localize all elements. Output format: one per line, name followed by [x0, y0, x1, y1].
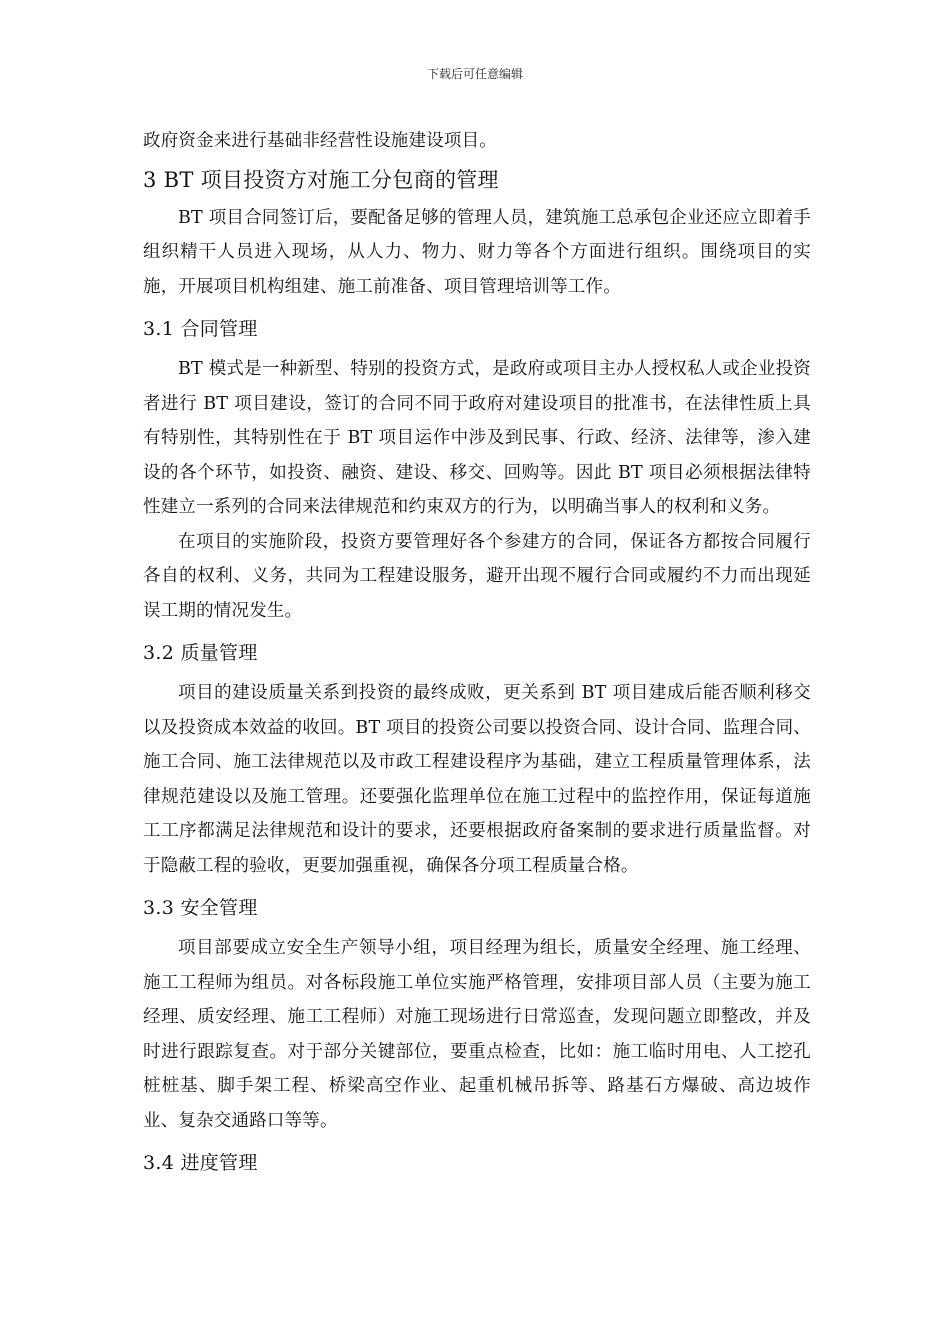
page-header-note: 下载后可任意编辑 [426, 67, 523, 81]
document-body [143, 124, 811, 1186]
section-3-3-paragraph: 项目部要成立安全生产领导小组，项目经理为组长，质量安全经理、施工经理、施工工程师为组员。对各标段施工单位实施严格管理，安排项目部人员（主要为施工经理、质安经理、施工工程师）对施工现场进行日常巡查，发现问题立即整改，并及时进行跟踪复查。对于部分关键部位，要重点检查，比如：施工临时用电、人工挖孔桩桩基、脚手架工程、桥梁高空作业、起重机械吊拆等、路基石方爆破、高边坡作业、复杂交通路口等等。 [143, 938, 811, 1131]
intro-tail-paragraph: 政府资金来进行基础非经营性设施建设项目。 [143, 131, 497, 151]
section-3-2-heading: 3.2 质量管理 [143, 642, 258, 664]
section-3-heading: 3 BT 项目投资方对施工分包商的管理 [143, 167, 499, 192]
section-3-1-paragraph-1: BT 模式是一种新型、特别的投资方式，是政府或项目主办人授权私人或企业投资者进行 BT 项目建设，签订的合同不同于政府对建设项目的批准书，在法律性质上具有特别性，其特别性在于 BT 项目运作中涉及到民事、行政、经济、法律等，渗入建设的各个环节，如投资、融资、建设、移交、回购等。因此 BT 项目必须根据法律特性建立一系列的合同来法律规范和约束双方的行为，以明确当事人的权利和义务。 [143, 359, 811, 517]
section-3-4-heading: 3.4 进度管理 [143, 1152, 258, 1174]
section-3-paragraph: BT 项目合同签订后，要配备足够的管理人员，建筑施工总承包企业还应立即着手组织精干人员进入现场，从人力、物力、财力等各个方面进行组织。围绕项目的实施，开展项目机构组建、施工前准备、项目管理培训等工作。 [143, 207, 811, 297]
section-3-2-paragraph: 项目的建设质量关系到投资的最终成败，更关系到 BT 项目建成后能否顺利移交以及投资成本效益的收回。BT 项目的投资公司要以投资合同、设计合同、监理合同、施工合同、施工法律规范以及市政工程建设程序为基础，建立工程质量管理体系，法律规范建设以及施工管理。还要强化监理单位在施工过程中的监控作用，保证每道施工工序都满足法律规范和设计的要求，还要根据政府备案制的要求进行质量监督。对于隐蔽工程的验收，更要加强重视，确保各分项工程质量合格。 [143, 683, 811, 876]
section-3-3-heading: 3.3 安全管理 [143, 897, 258, 919]
section-3-1-paragraph-2: 在项目的实施阶段，投资方要管理好各个参建方的合同，保证各方都按合同履行各自的权利、义务，共同为工程建设服务，避开出现不履行合同或履约不力而出现延误工期的情况发生。 [143, 531, 811, 621]
section-3-1-heading: 3.1 合同管理 [143, 318, 258, 340]
